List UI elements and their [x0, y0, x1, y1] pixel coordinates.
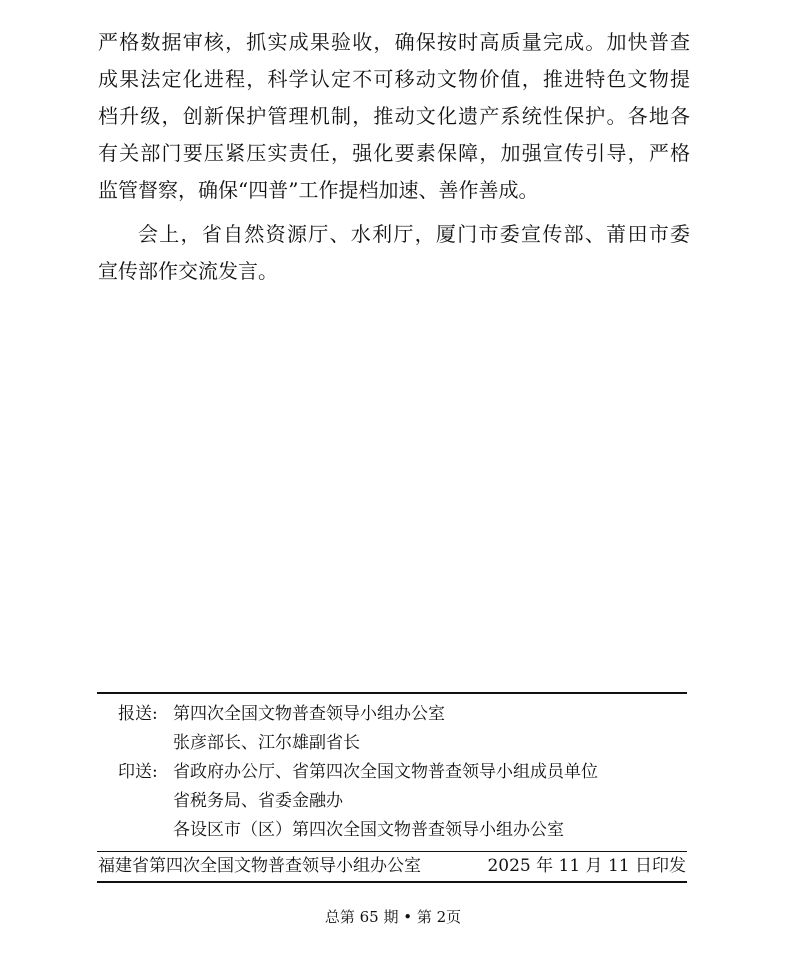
- top-rule: [97, 692, 687, 694]
- issuer-line: [98, 853, 686, 879]
- body-text: [98, 24, 690, 290]
- send-row: [118, 729, 678, 758]
- text-line: 有关部门要压紧压实责任，强化要素保障，加强宣传引导，严格: [98, 141, 690, 165]
- print-label: 印送:: [118, 762, 158, 782]
- text-line: 严格数据审核，抓实成果验收，确保按时高质量完成。加快普查: [98, 30, 690, 54]
- print-recipient: 省税务局、省委金融办: [173, 791, 343, 811]
- print-row: [118, 758, 678, 787]
- middle-rule: [97, 851, 687, 852]
- text-line: 成果法定化进程，科学认定不可移动文物价值，推进特色文物提: [98, 67, 690, 91]
- print-recipient: 各设区市（区）第四次全国文物普查领导小组办公室: [173, 820, 564, 840]
- print-recipient: 省政府办公厅、省第四次全国文物普查领导小组成员单位: [173, 762, 598, 782]
- send-label: 报送:: [118, 704, 158, 724]
- print-row: [118, 787, 678, 816]
- distribution-block: [118, 700, 678, 845]
- bottom-rule: [97, 881, 687, 883]
- send-row: [118, 700, 678, 729]
- issuer-office: 福建省第四次全国文物普查领导小组办公室: [98, 856, 421, 876]
- text-line: 监管督察，确保“四普”工作提档加速、善作善成。: [98, 178, 539, 202]
- paragraph-1: [98, 24, 690, 209]
- paragraph-2: [98, 216, 690, 290]
- send-recipient: 第四次全国文物普查领导小组办公室: [173, 704, 445, 724]
- print-row: [118, 816, 678, 845]
- issue-date: 2025 年 11 月 11 日印发: [487, 856, 686, 876]
- page-footer: 总第 65 期 • 第 2页: [324, 908, 462, 926]
- text-line: 会上，省自然资源厅、水利厅，厦门市委宣传部、莆田市委: [138, 222, 690, 246]
- text-line: 档升级，创新保护管理机制，推动文化遗产系统性保护。各地各: [98, 104, 690, 128]
- send-recipient: 张彦部长、江尔雄副省长: [173, 733, 360, 753]
- text-line: 宣传部作交流发言。: [98, 259, 278, 283]
